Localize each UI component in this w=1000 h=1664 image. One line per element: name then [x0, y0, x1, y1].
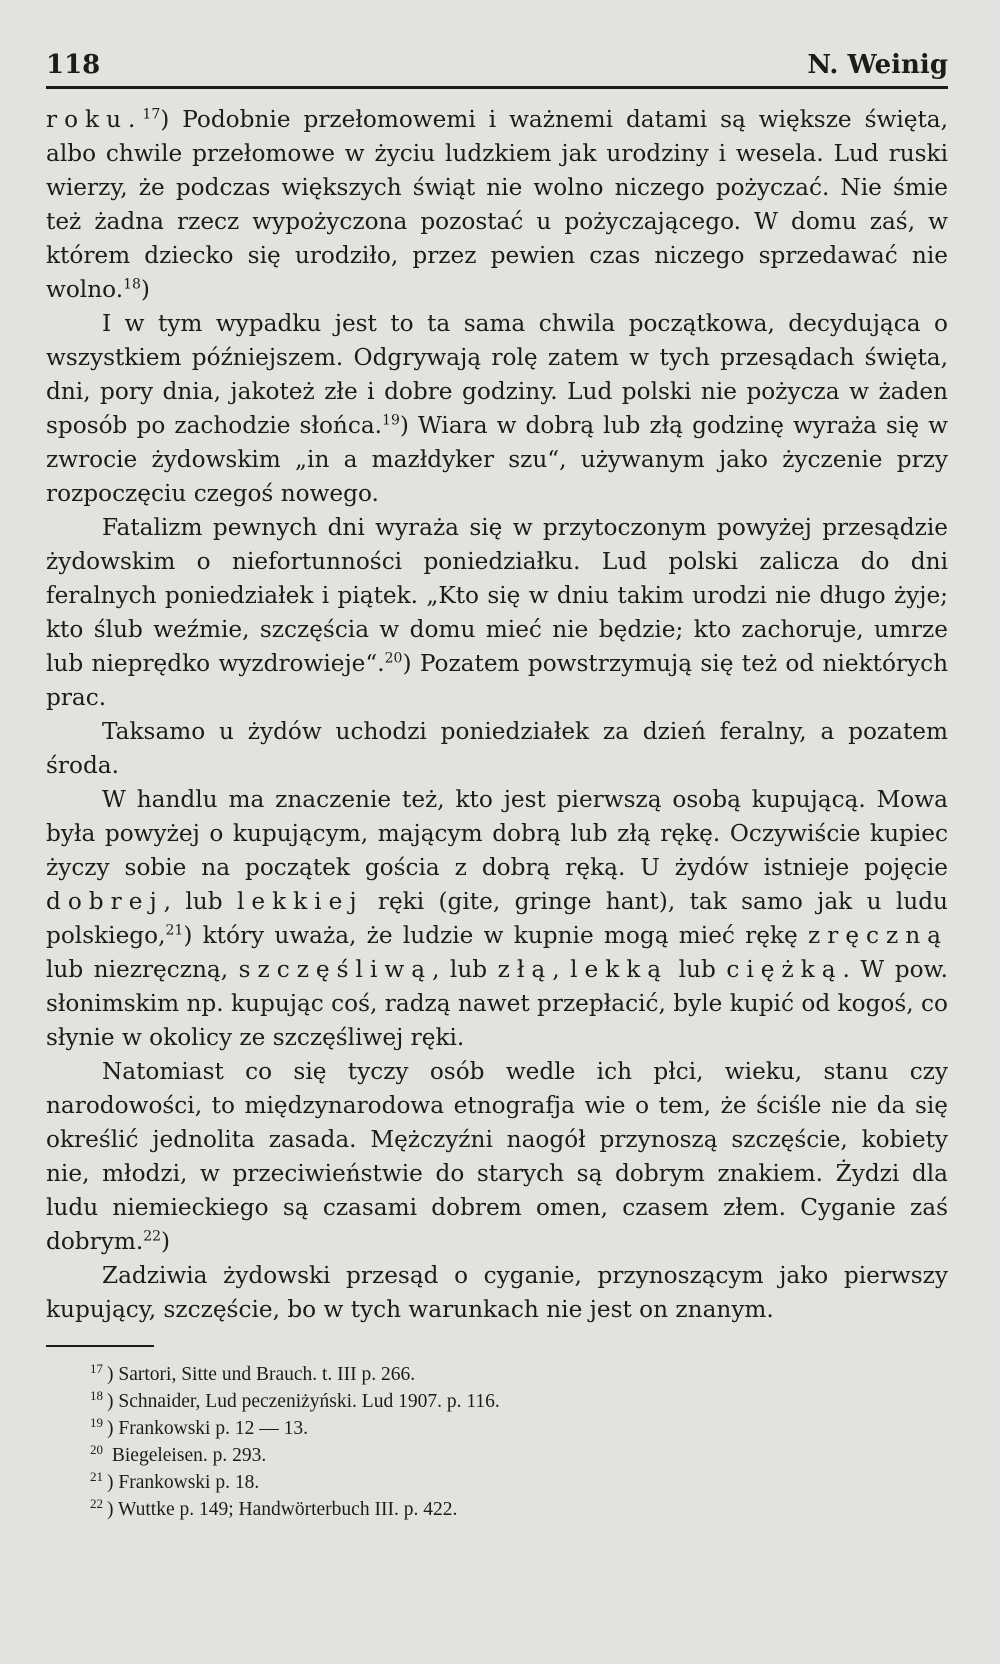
- footnote: [46, 1496, 948, 1523]
- text-run: lub: [668, 956, 727, 983]
- footnote-text: ) Frankowski p. 18.: [107, 1472, 260, 1493]
- text-run: , lub: [163, 888, 237, 915]
- text-run: I w tym wypadku jest to ta sama chwila początkowa, decydująca o wszystkiem późniejszem. Odgrywają rolę zatem w tych przesądach święta, dni, pory dnia, jakoteż złe i dobre godziny. Lud polski nie pożycza w żaden sposób po zachodzie słońca.: [46, 310, 948, 439]
- footnote-text: ) Frankowski p. 12 — 13.: [107, 1418, 308, 1439]
- footnote: [46, 1469, 948, 1496]
- spaced-emphasis: roku.: [46, 106, 143, 133]
- text-run: ręki (gite, gringe hant), tak samo jak u ludu polskiego,: [46, 888, 948, 949]
- footnote-ref: 17: [142, 106, 161, 123]
- paragraph: [46, 783, 948, 1055]
- spaced-emphasis: lekkiej: [236, 888, 364, 915]
- text-run: ) który uważa, że ludzie w kupnie mogą mieć rękę: [183, 922, 809, 949]
- spaced-emphasis: ciężką: [726, 956, 843, 983]
- footnote-number: 17: [90, 1360, 103, 1376]
- text-run: . W pow. słonimskim np. kupując coś, radzą nawet przepłacić, byle kupić od kogoś, co słynie w okolicy ze szczęśliwej ręki.: [46, 956, 949, 1051]
- running-title: N. Weinig: [807, 50, 948, 80]
- footnote-ref: 21: [165, 922, 184, 939]
- body-text: [46, 103, 948, 1327]
- text-run: W handlu ma znaczenie też, kto jest pierwszą osobą kupującą. Mowa była powyżej o kupującym, mającym dobrą lub złą rękę. Oczywiście kupiec życzy sobie na początek gościa z dobrą ręką. U żydów istnieje pojęcie: [46, 786, 948, 881]
- footnote-ref: 18: [123, 276, 141, 293]
- footnote-text: ) Sartori, Sitte und Brauch. t. III p. 266.: [107, 1364, 416, 1385]
- text-run: ): [140, 276, 150, 303]
- paragraph: [46, 1259, 948, 1327]
- footnote-text: ) Schnaider, Lud peczeniżyński. Lud 1907. p. 116.: [107, 1391, 500, 1412]
- spaced-emphasis: zręczną: [808, 922, 948, 949]
- footnotes: [46, 1361, 948, 1523]
- footnote: [46, 1361, 948, 1388]
- spaced-emphasis: lekką: [570, 956, 669, 983]
- footnote-number: 20: [90, 1441, 103, 1457]
- text-run: ) Podobnie przełomowemi i ważnemi datami są większe święta, albo chwile przełomowe w życiu ludzkiem jak urodziny i wesela. Lud ruski wierzy, że podczas większych świąt nie wolno niczego pożyczać. Nie śmie też żadna rzecz wypożyczona pozostać u pożyczającego. W domu zaś, w którem dziecko się urodziło, przez pewien czas niczego sprzedawać nie wolno.: [46, 106, 948, 303]
- footnote-number: 22: [90, 1495, 103, 1511]
- text-run: ) Pozatem powstrzymują się też od niektórych prac.: [46, 650, 949, 711]
- paragraph: [46, 1055, 948, 1259]
- page-header: [46, 44, 948, 80]
- footnote-text: Biegeleisen. p. 293.: [107, 1445, 267, 1466]
- page-number: 118: [46, 50, 101, 80]
- text-run: Zadziwia żydowski przesąd o cyganie, przynoszącym jako pierwszy kupujący, szczęście, bo w tych warunkach nie jest on znanym.: [46, 1262, 948, 1323]
- spaced-emphasis: szczęśliwą: [238, 956, 433, 983]
- footnote-ref: 19: [382, 412, 400, 429]
- footnote-number: 21: [90, 1468, 103, 1484]
- text-run: lub niezręczną,: [46, 956, 239, 983]
- spaced-emphasis: złą: [497, 956, 553, 983]
- paragraph: [46, 103, 948, 307]
- spaced-emphasis: dobrej: [46, 888, 164, 915]
- text-run: ) Wiara w dobrą lub złą godzinę wyraża się w zwrocie żydowskim „in a mazłdyker szu“, używanym jako życzenie przy rozpoczęciu czegoś nowego.: [46, 412, 949, 507]
- footnote-text: ) Wuttke p. 149; Handwörterbuch III. p. 422.: [107, 1499, 458, 1520]
- paragraph: [46, 715, 948, 783]
- text-run: ,: [552, 956, 571, 983]
- footnote: [46, 1442, 948, 1469]
- text-run: Taksamo u żydów uchodzi poniedziałek za dzień feralny, a pozatem środa.: [46, 718, 948, 779]
- paragraph: [46, 307, 948, 511]
- text-run: ): [161, 1228, 171, 1255]
- paragraph: [46, 511, 948, 715]
- footnote: [46, 1415, 948, 1442]
- footnote-ref: 20: [384, 650, 403, 667]
- text-run: Fatalizm pewnych dni wyraża się w przytoczonym powyżej przesądzie żydowskim o niefortunności poniedziałku. Lud polski zalicza do dni feralnych poniedziałek i piątek. „Kto się w dniu takim urodzi nie długo żyje; kto ślub weźmie, szczęścia w domu mieć nie będzie; kto zachoruje, umrze lub nieprędko wyzdrowieje“.: [46, 514, 948, 677]
- text-run: Natomiast co się tyczy osób wedle ich płci, wieku, stanu czy narodowości, to międzynarodowa etnografja wie o tem, że ściśle nie da się określić jednolita zasada. Mężczyźni naogół przynoszą szczęście, kobiety nie, młodzi, w przeciwieństwie do starych są dobrym znakiem. Żydzi dla ludu niemieckiego są czasami dobrem omen, czasem złem. Cyganie zaś dobrym.: [46, 1058, 948, 1255]
- footnote-number: 18: [90, 1387, 103, 1403]
- footnote-ref: 22: [143, 1228, 162, 1245]
- footnote-number: 19: [90, 1414, 103, 1430]
- footnote-rule: [46, 1345, 154, 1347]
- text-run: , lub: [432, 956, 498, 983]
- header-rule: [46, 86, 948, 89]
- footnote: [46, 1388, 948, 1415]
